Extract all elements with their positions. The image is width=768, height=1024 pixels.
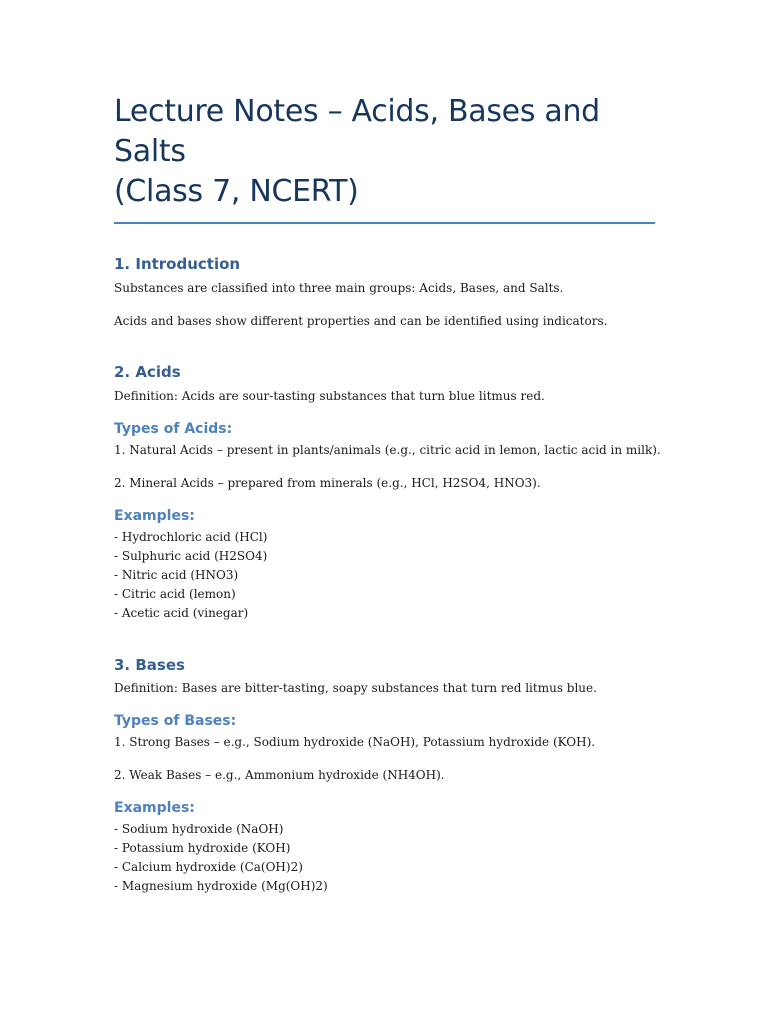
list-item: - Hydrochloric acid (HCl) — [114, 528, 674, 547]
section-acids — [114, 362, 674, 623]
bases-definition: Definition: Bases are bitter-tasting, soapy substances that turn red litmus blue. — [114, 681, 597, 695]
bases-examples-heading: Examples: — [114, 800, 195, 816]
title-underline — [114, 222, 655, 224]
section-bases — [114, 655, 674, 896]
bases-type-2: 2. Weak Bases – e.g., Ammonium hydroxide (NH4OH). — [114, 768, 445, 782]
acids-type-1: 1. Natural Acids – present in plants/animals (e.g., citric acid in lemon, lactic acid in milk). — [114, 443, 661, 457]
acids-examples-heading: Examples: — [114, 508, 195, 524]
bases-heading: 3. Bases — [114, 656, 185, 674]
bases-examples-list — [114, 820, 674, 896]
introduction-heading: 1. Introduction — [114, 255, 241, 273]
acids-type-2: 2. Mineral Acids – prepared from minerals (e.g., HCl, H2SO4, HNO3). — [114, 476, 541, 490]
list-item: - Sodium hydroxide (NaOH) — [114, 820, 674, 839]
list-item: - Potassium hydroxide (KOH) — [114, 839, 674, 858]
title-line-1: Lecture Notes – Acids, Bases and Salts — [114, 94, 600, 169]
document-page — [114, 92, 674, 896]
acids-examples-list — [114, 528, 674, 623]
acids-types-heading: Types of Acids: — [114, 421, 233, 437]
acids-heading: 2. Acids — [114, 363, 181, 381]
list-item: - Calcium hydroxide (Ca(OH)2) — [114, 858, 674, 877]
list-item: - Sulphuric acid (H2SO4) — [114, 547, 674, 566]
introduction-paragraph-2: Acids and bases show different properties and can be identified using indicators. — [114, 314, 608, 328]
list-item: - Citric acid (lemon) — [114, 585, 674, 604]
introduction-paragraph-1: Substances are classified into three main groups: Acids, Bases, and Salts. — [114, 281, 564, 295]
title-line-2: (Class 7, NCERT) — [114, 174, 359, 209]
document-title — [114, 92, 674, 212]
list-item: - Magnesium hydroxide (Mg(OH)2) — [114, 877, 674, 896]
bases-types-heading: Types of Bases: — [114, 713, 237, 729]
list-item: - Acetic acid (vinegar) — [114, 604, 674, 623]
section-introduction — [114, 254, 674, 330]
acids-definition: Definition: Acids are sour-tasting substances that turn blue litmus red. — [114, 389, 545, 403]
bases-type-1: 1. Strong Bases – e.g., Sodium hydroxide (NaOH), Potassium hydroxide (KOH). — [114, 735, 596, 749]
list-item: - Nitric acid (HNO3) — [114, 566, 674, 585]
